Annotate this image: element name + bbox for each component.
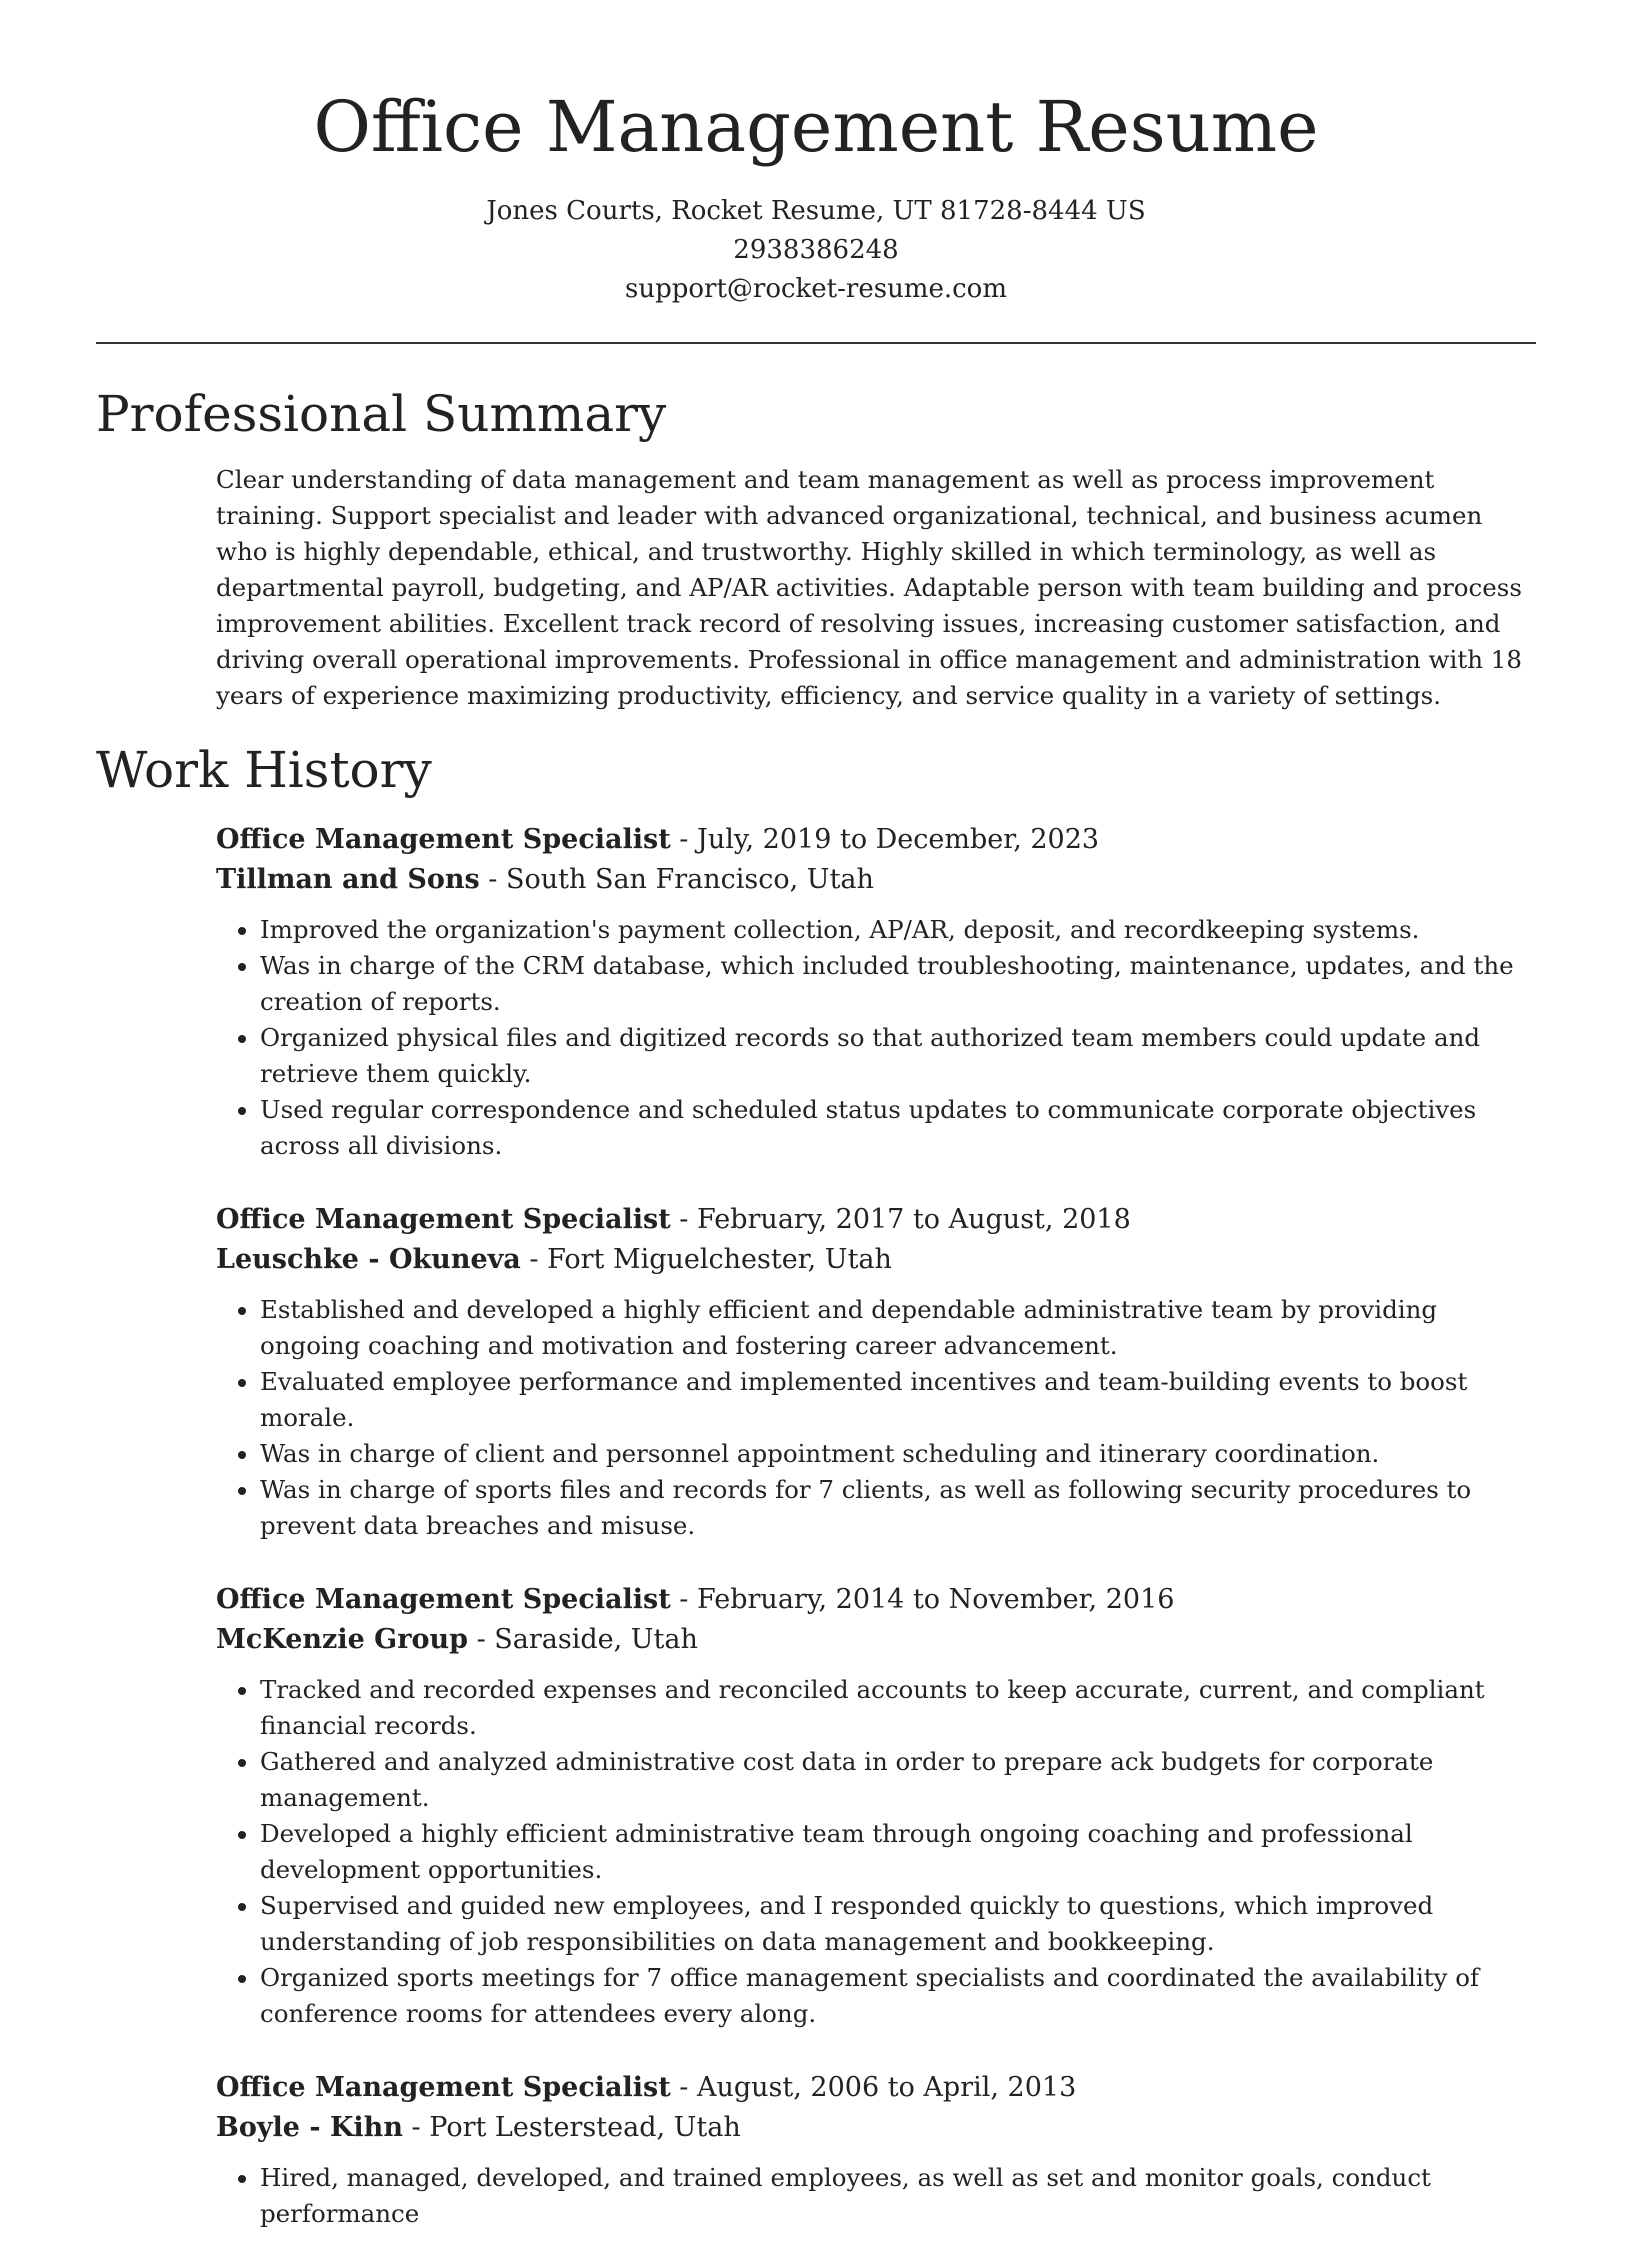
separator: - xyxy=(520,1244,548,1275)
job-company-line xyxy=(216,1620,1536,1660)
list-item: • Organized sports meetings for 7 office management specialists and coordinated the availability of conference rooms for attendees every along. xyxy=(260,1960,1536,2032)
job-title-line xyxy=(216,1580,1536,1620)
work-history-list xyxy=(216,820,1536,2268)
job-title-line xyxy=(216,820,1536,860)
job-dates: February, 2014 to November, 2016 xyxy=(697,1584,1175,1615)
job-dates: August, 2006 to April, 2013 xyxy=(697,2072,1077,2103)
list-item: • Evaluated employee performance and implemented incentives and team-building events to boost morale. xyxy=(260,1364,1536,1436)
job-bullets xyxy=(216,1672,1536,2032)
list-item: • Used regular correspondence and scheduled status updates to communicate corporate objectives across all divisions. xyxy=(260,1092,1536,1164)
job-entry xyxy=(216,2068,1536,2232)
separator: - xyxy=(479,864,506,895)
job-dates: July, 2019 to December, 2023 xyxy=(697,824,1100,855)
separator: - xyxy=(670,1204,697,1235)
list-item: • Organized physical files and digitized records so that authorized team members could update and retrieve them quickly. xyxy=(260,1020,1536,1092)
job-location: South San Francisco, Utah xyxy=(506,864,874,895)
list-item: • Developed a highly efficient administrative team through ongoing coaching and professional development opportunities. xyxy=(260,1816,1536,1888)
job-bullets xyxy=(216,1292,1536,1544)
job-company: Leuschke - Okuneva xyxy=(216,1244,521,1275)
resume-title: Office Management Resume xyxy=(313,86,1319,168)
job-entry xyxy=(216,1200,1536,1544)
job-title: Office Management Specialist xyxy=(216,2072,671,2103)
list-item: • Was in charge of the CRM database, which included troubleshooting, maintenance, updates, and the creation of reports. xyxy=(260,948,1536,1020)
separator: - xyxy=(670,2072,697,2103)
summary-text: Clear understanding of data management and team management as well as process improvement training. Support specialist and leader with advanced organizational, technical, and business acumen who is highly dependable, ethical, and trustworthy. Highly skilled in which terminology, as well as departmental payroll, budgeting, and AP/AR activities. Adaptable person with team building and process improvement abilities. Excellent track record of resolving issues, increasing customer satisfaction, and driving overall operational improvements. Professional in office management and administration with 18 years of experience maximizing productivity, efficiency, and service quality in a variety of settings. xyxy=(216,465,1522,710)
job-company: Tillman and Sons xyxy=(216,864,480,895)
summary-heading: Professional Summary xyxy=(96,385,667,443)
contact-block xyxy=(0,192,1632,309)
separator: - xyxy=(467,1624,495,1655)
job-location: Port Lesterstead, Utah xyxy=(429,2112,741,2143)
job-company: Boyle - Kihn xyxy=(216,2112,403,2143)
contact-phone: 2938386248 xyxy=(733,235,899,265)
job-entry xyxy=(216,820,1536,1164)
resume-header xyxy=(0,0,1632,309)
job-title-line xyxy=(216,1200,1536,1240)
job-title: Office Management Specialist xyxy=(216,1204,671,1235)
separator: - xyxy=(402,2112,430,2143)
job-title: Office Management Specialist xyxy=(216,1584,671,1615)
contact-address: Jones Courts, Rocket Resume, UT 81728-8444 US xyxy=(486,196,1146,226)
job-dates: February, 2017 to August, 2018 xyxy=(697,1204,1131,1235)
list-item: • Improved the organization's payment collection, AP/AR, deposit, and recordkeeping systems. xyxy=(260,912,1536,948)
header-divider xyxy=(96,342,1536,344)
job-location: Saraside, Utah xyxy=(494,1624,698,1655)
contact-email: support@rocket-resume.com xyxy=(624,274,1007,304)
job-company-line xyxy=(216,2108,1536,2148)
job-company-line xyxy=(216,1240,1536,1280)
list-item: • Established and developed a highly efficient and dependable administrative team by providing ongoing coaching and motivation and fostering career advancement. xyxy=(260,1292,1536,1364)
job-title: Office Management Specialist xyxy=(216,824,671,855)
list-item: • Was in charge of client and personnel appointment scheduling and itinerary coordination. xyxy=(260,1436,1536,1472)
list-item: • Supervised and guided new employees, and I responded quickly to questions, which improved understanding of job responsibilities on data management and bookkeeping. xyxy=(260,1888,1536,1960)
job-company-line xyxy=(216,860,1536,900)
job-bullets xyxy=(216,912,1536,1164)
job-location: Fort Miguelchester, Utah xyxy=(547,1244,892,1275)
job-bullets xyxy=(216,2160,1536,2232)
job-entry xyxy=(216,1580,1536,2032)
separator: - xyxy=(670,1584,697,1615)
separator: - xyxy=(670,824,697,855)
list-item: • Hired, managed, developed, and trained employees, as well as set and monitor goals, conduct performance xyxy=(260,2160,1536,2232)
job-title-line xyxy=(216,2068,1536,2108)
list-item: • Gathered and analyzed administrative cost data in order to prepare ack budgets for corporate management. xyxy=(260,1744,1536,1816)
work-history-heading: Work History xyxy=(96,741,432,799)
list-item: • Was in charge of sports files and records for 7 clients, as well as following security procedures to prevent data breaches and misuse. xyxy=(260,1472,1536,1544)
list-item: • Tracked and recorded expenses and reconciled accounts to keep accurate, current, and compliant financial records. xyxy=(260,1672,1536,1744)
job-company: McKenzie Group xyxy=(216,1624,468,1655)
